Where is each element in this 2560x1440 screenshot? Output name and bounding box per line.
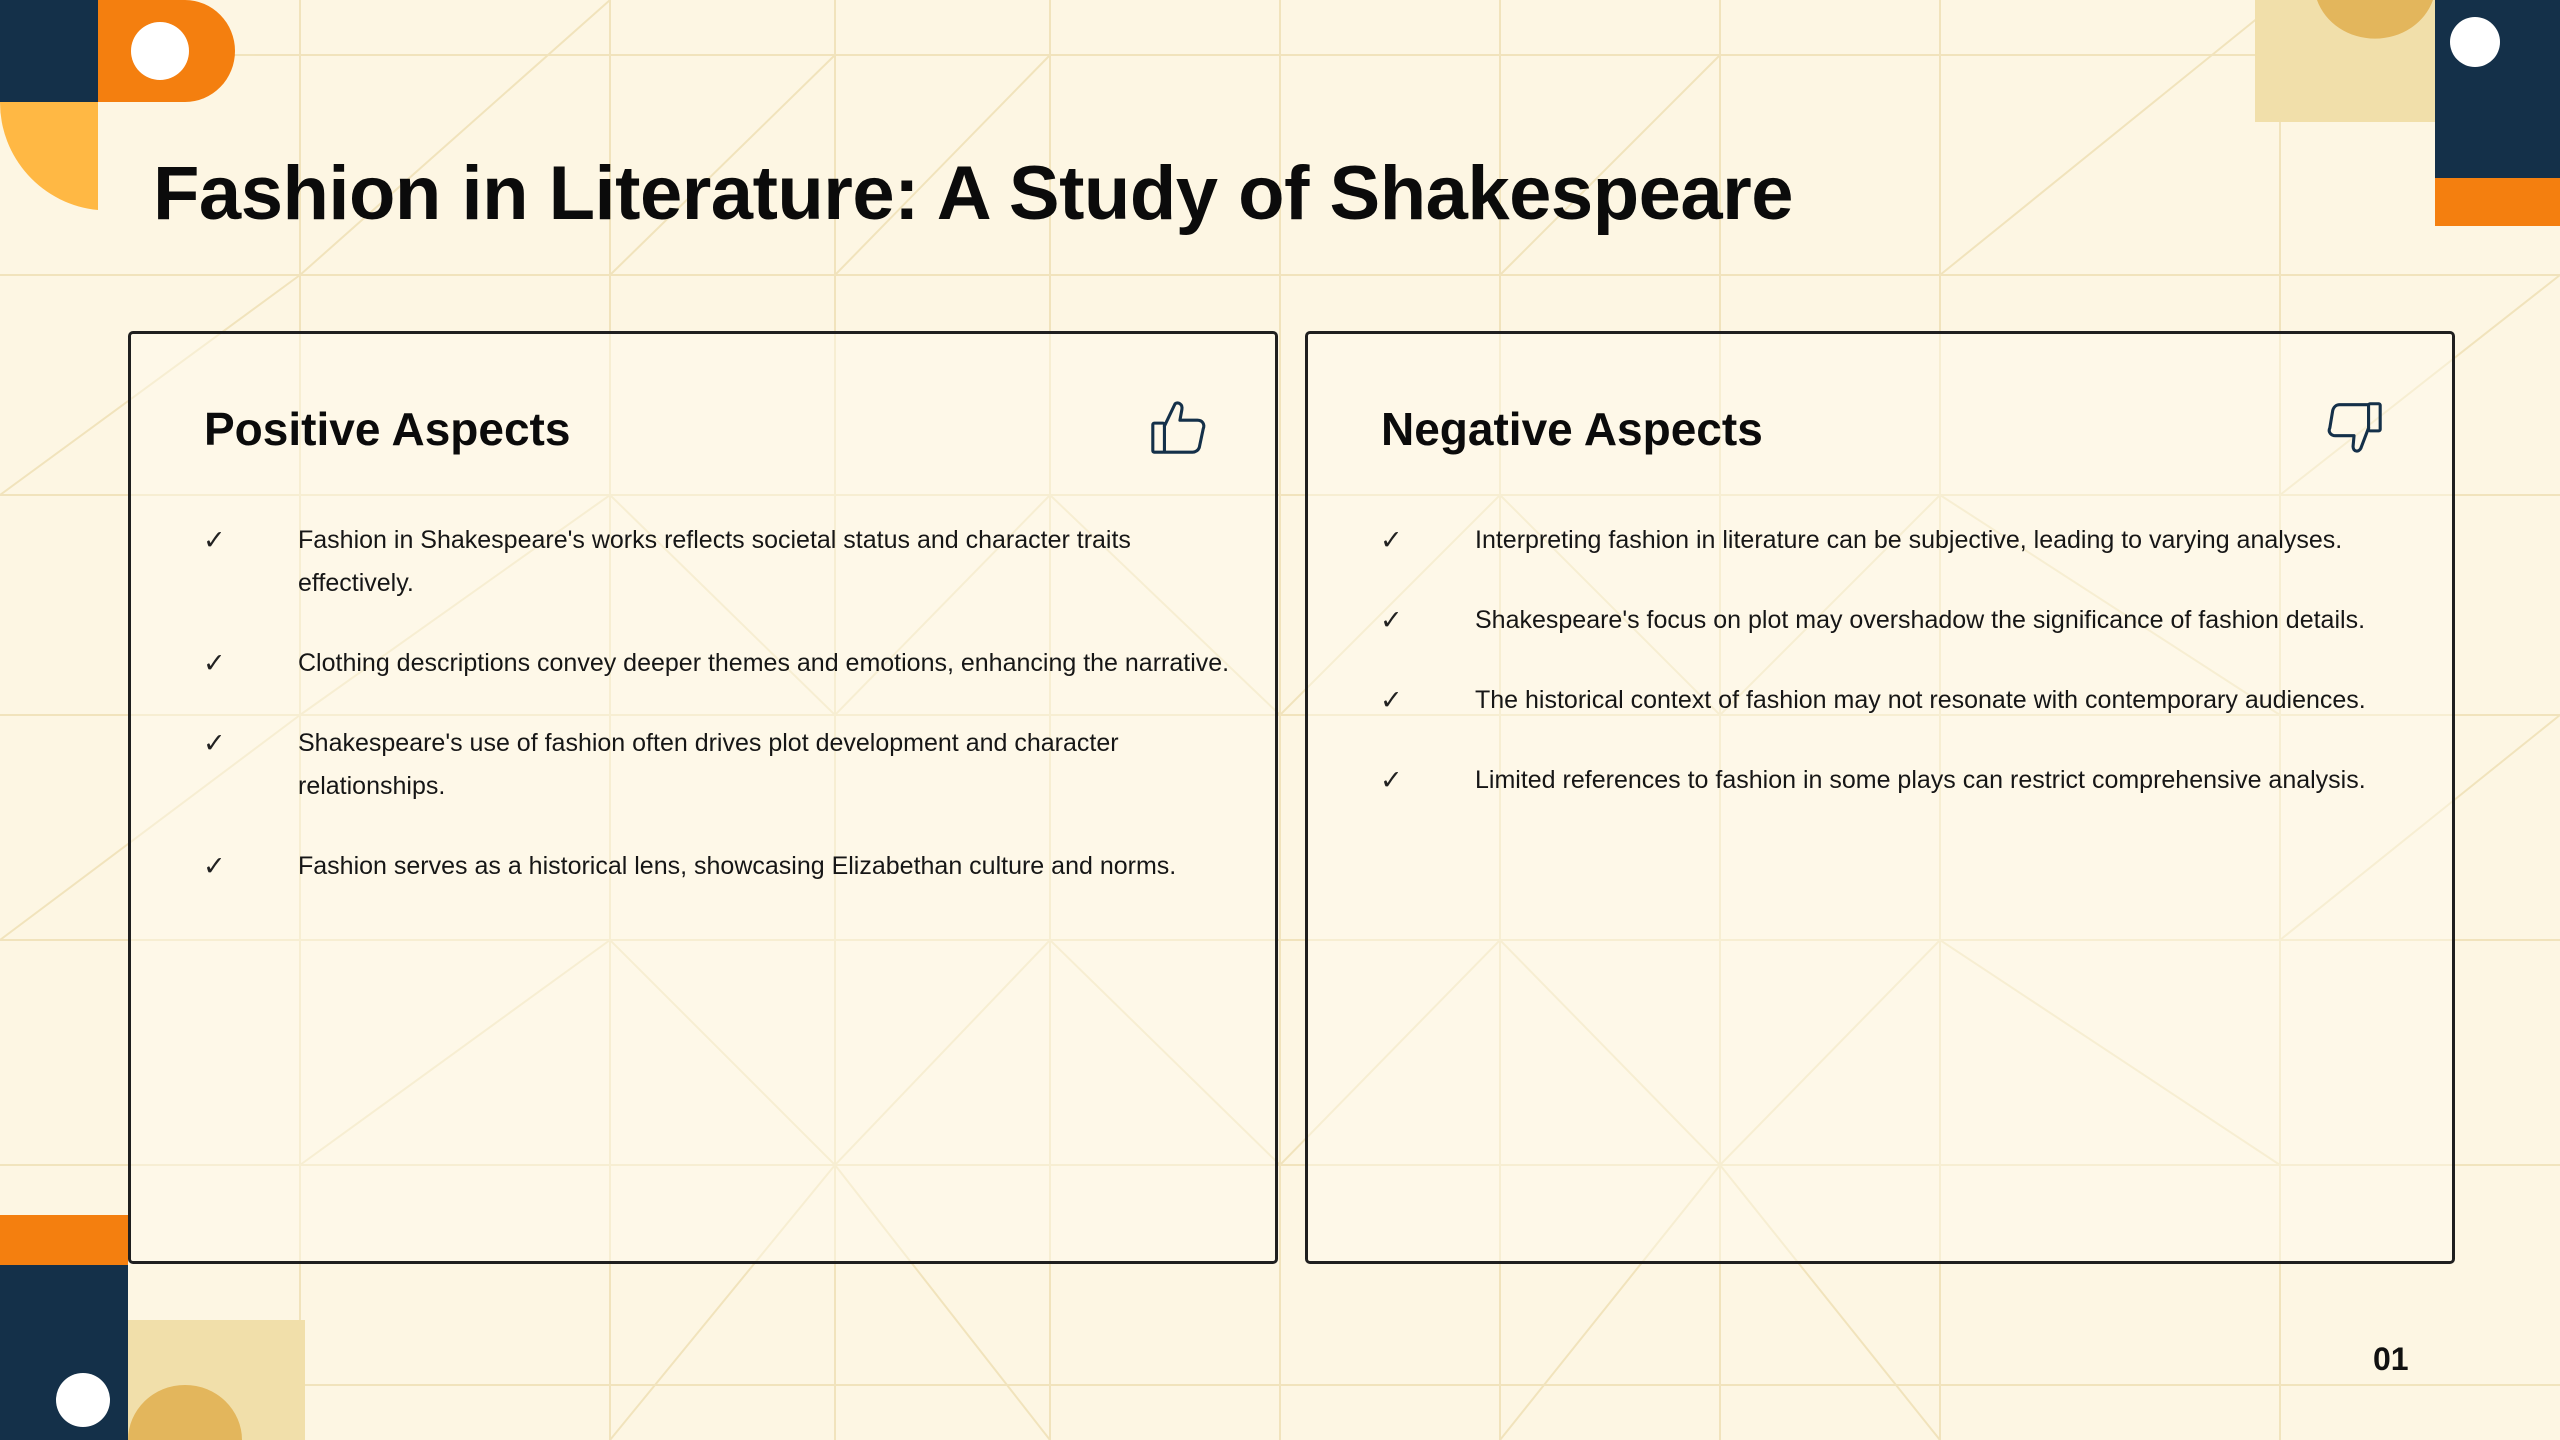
checkmark-icon: ✓ <box>203 648 226 679</box>
checkmark-icon: ✓ <box>1380 765 1403 796</box>
list-item <box>1380 679 2420 722</box>
point-text: Shakespeare's focus on plot may overshadow the significance of fashion details. <box>1475 606 2366 634</box>
list-item <box>203 722 1243 808</box>
point-text: Fashion serves as a historical lens, showcasing Elizabethan culture and norms. <box>298 852 1177 880</box>
orange-strip <box>2435 178 2560 226</box>
slide-title: Fashion in Literature: A Study of Shakespeare <box>153 151 1793 236</box>
point-text: Clothing descriptions convey deeper themes and emotions, enhancing the narrative. <box>298 649 1230 677</box>
checkmark-icon: ✓ <box>203 728 226 759</box>
list-item <box>203 845 1243 888</box>
point-text: Fashion in Shakespeare's works reflects societal status and character traits effectively. <box>298 526 1131 597</box>
point-text: Limited references to fashion in some plays can restrict comprehensive analysis. <box>1475 766 2366 794</box>
thumbs-up-icon <box>1147 396 1209 458</box>
checkmark-icon: ✓ <box>1380 685 1403 716</box>
page-number: 01 <box>2373 1341 2409 1377</box>
checkmark-icon: ✓ <box>203 525 226 556</box>
list-item <box>203 519 1243 605</box>
thumbs-down-icon <box>2324 396 2386 458</box>
navy-block <box>2435 0 2560 178</box>
list-item <box>1380 759 2420 802</box>
list-item <box>203 642 1243 685</box>
white-dot <box>56 1373 110 1427</box>
checkmark-icon: ✓ <box>1380 525 1403 556</box>
checkmark-icon: ✓ <box>1380 605 1403 636</box>
negative-aspects-heading: Negative Aspects <box>1381 403 1763 455</box>
negative-aspects-panel <box>1305 331 2455 1264</box>
point-text: Interpreting fashion in literature can be subjective, leading to varying analyses. <box>1475 526 2343 554</box>
positive-aspects-heading: Positive Aspects <box>204 403 571 455</box>
orange-strip <box>0 1215 128 1265</box>
checkmark-icon: ✓ <box>203 851 226 882</box>
point-text: The historical context of fashion may not resonate with contemporary audiences. <box>1475 686 2366 714</box>
positive-aspects-panel <box>128 331 1278 1264</box>
gold-quarter-circle <box>0 102 98 210</box>
navy-block <box>0 0 98 102</box>
white-dot <box>131 22 189 80</box>
list-item <box>1380 599 2420 642</box>
white-dot <box>2450 17 2500 67</box>
list-item <box>1380 519 2420 562</box>
negative-aspects-list <box>1380 519 2420 839</box>
positive-aspects-list <box>203 519 1243 925</box>
top-right-decoration <box>2255 0 2560 230</box>
point-text: Shakespeare's use of fashion often drives plot development and character relationships. <box>298 729 1119 800</box>
